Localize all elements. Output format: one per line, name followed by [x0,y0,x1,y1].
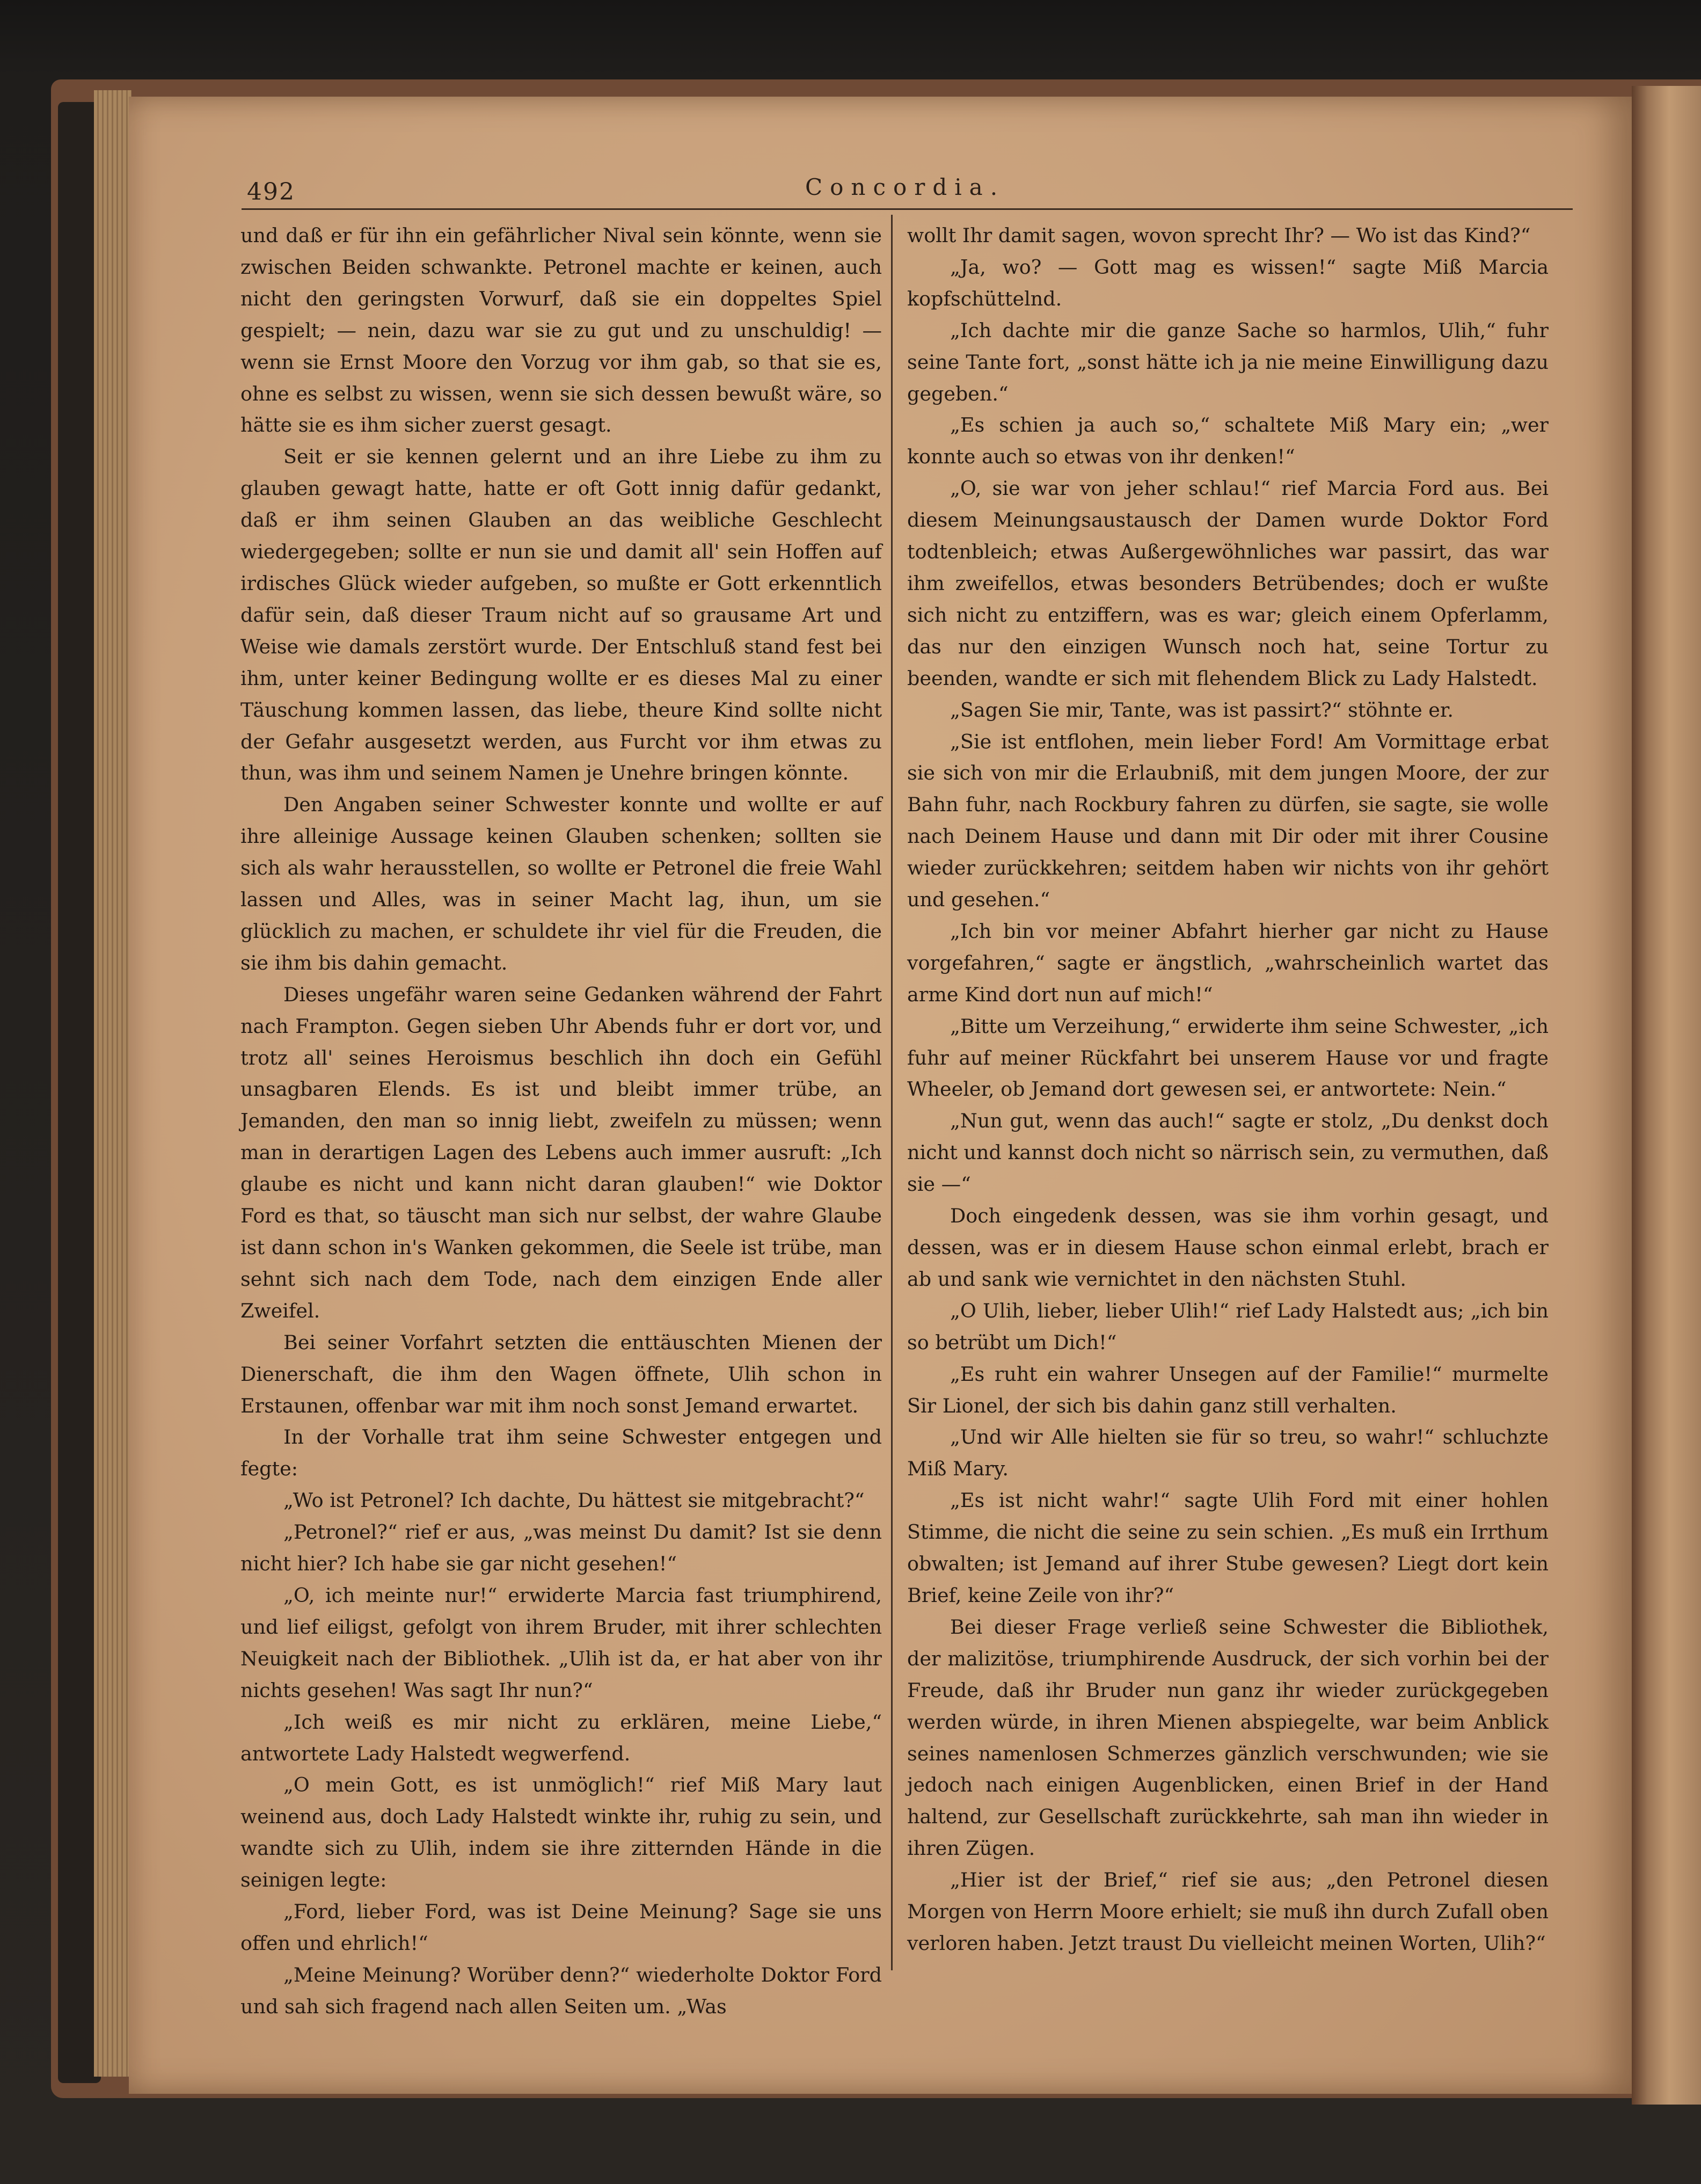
paragraph: Dieses ungefähr waren seine Gedanken während der Fahrt nach Frampton. Gegen sieben Uhr Abends fuhr er dort vor, und trotz all' seines Heroismus beschlich ihn doch ein Gefühl unsagbaren Elends. Es ist und bleibt immer trübe, an Jemanden, den man so innig liebt, zweifeln zu müssen; wenn man in derartigen Lagen des Lebens auch immer ausruft: „Ich glaube es nicht und kann nicht daran glauben!“ wie Doktor Ford es that, so täuscht man sich nur selbst, der wahre Glaube ist dann schon in's Wanken gekommen, die Seele ist trübe, man sehnt sich nach dem Tode, nach dem einzigen Ende aller Zweifel. [240,982,882,1322]
page-number: 492 [247,178,295,206]
paragraph: „O mein Gott, es ist unmöglich!“ rief Miß Mary laut weinend aus, doch Lady Halstedt winkte ihr, ruhig zu sein, und wandte sich zu Ulih, indem sie ihre zitternden Hände in die seinigen legte: [240,1773,882,1892]
paragraph: „O, sie war von jeher schlau!“ rief Marcia Ford aus. Bei diesem Meinungsaustausch der Damen wurde Doktor Ford todtenbleich; etwas Außergewöhnliches war passirt, das war ihm zweifellos, etwas besonders Betrübendes; doch er wußte sich nicht zu entziffern, was es war; gleich einem Opferlamm, das nur den einzigen Wunsch noch hat, seine Tortur zu beenden, wandte er sich mit flehendem Blick zu Lady Halstedt. [907,477,1549,690]
paragraph: „Ja, wo? — Gott mag es wissen!“ sagte Miß Marcia kopfschüttelnd. [907,255,1549,310]
paragraph: „Es schien ja auch so,“ schaltete Miß Mary ein; „wer konnte auch so etwas von ihr denken!“ [907,413,1549,469]
paragraph: „Bitte um Verzeihung,“ erwiderte ihm seine Schwester, „ich fuhr auf meiner Rückfahrt bei unserem Hause vor und fragte Wheeler, ob Jemand dort gewesen sei, er antwortete: Nein.“ [907,1014,1549,1101]
paragraph: Bei seiner Vorfahrt setzten die enttäuschten Mienen der Dienerschaft, die ihm den Wagen öffnete, Ulih schon in Erstaunen, offenbar war mit ihm noch sonst Jemand erwartet. [240,1330,882,1417]
paragraph: Den Angaben seiner Schwester konnte und wollte er auf ihre alleinige Aussage keinen Glauben schenken; sollten sie sich als wahr herausstellen, so wollte er Petronel die freie Wahl lassen und Alles, was in seiner Macht lag, ihun, um sie glücklich zu machen, er schuldete ihr viel für die Freuden, die sie ihm bis dahin gemacht. [240,793,882,974]
paragraph: „Wo ist Petronel? Ich dachte, Du hättest sie mitgebracht?“ [283,1489,865,1512]
left-column [240,220,882,2018]
paragraph: Bei dieser Frage verließ seine Schwester die Bibliothek, der malizitöse, triumphirende Ausdruck, der sich vorhin bei der Freude, daß ihr Bruder nun ganz ihr wieder zurückgegeben werden würde, in ihren Mienen abspiegelte, war beim Anblick seines namenlosen Schmerzes gänzlich verschwunden; wie sie jedoch nach einigen Augenblicken, einen Brief in der Hand haltend, zur Gesellschaft zurückkehrte, sah man ihn wieder in ihren Zügen. [907,1615,1549,1860]
paragraph: „Und wir Alle hielten sie für so treu, so wahr!“ schluchzte Miß Mary. [907,1425,1549,1481]
paragraph: Seit er sie kennen gelernt und an ihre Liebe zu ihm zu glauben gewagt hatte, hatte er oft Gott innig dafür gedankt, daß er ihm seinen Glauben an das weibliche Geschlecht wiedergegeben; sollte er nun sie und damit all' sein Hoffen auf irdisches Glück wieder aufgeben, so mußte er Gott erkenntlich dafür sein, daß dieser Traum nicht auf so grausame Art und Weise wie damals zerstört wurde. Der Entschluß stand fest bei ihm, unter keiner Bedingung wollte er es dieses Mal zu einer Täuschung kommen lassen, das liebe, theure Kind sollte nicht der Gefahr ausgesetzt werden, aus Furcht vor ihm etwas zu thun, was ihm und seinem Namen je Unehre bringen könnte. [240,445,882,785]
paragraph: „Ich bin vor meiner Abfahrt hierher gar nicht zu Hause vorgefahren,“ sagte er ängstlich, „wahrscheinlich wartet das arme Kind dort nun auf mich!“ [907,919,1549,1006]
paragraph: Doch eingedenk dessen, was sie ihm vorhin gesagt, und dessen, was er in diesem Hause schon einmal erlebt, brach er ab und sank wie vernichtet in den nächsten Stuhl. [907,1204,1549,1291]
paragraph: „Sagen Sie mir, Tante, was ist passirt?“ stöhnte er. [950,698,1454,722]
running-head: Concordia. [805,174,1005,200]
right-column [907,220,1549,1976]
paragraph: „Sie ist entflohen, mein lieber Ford! Am Vormittage erbat sie sich von mir die Erlaubniß, mit dem jungen Moore, der zur Bahn fuhr, nach Rockbury fahren zu dürfen, sie sagte, sie wolle nach Deinem Hause und dann mit Dir oder mit ihrer Cousine wieder zurückkehren; seitdem haben wir nichts von ihr gehört und gesehen.“ [907,730,1549,912]
paragraph: wollt Ihr damit sagen, wovon sprecht Ihr? — Wo ist das Kind?“ [907,224,1531,247]
paragraph: „Es ist nicht wahr!“ sagte Ulih Ford mit einer hohlen Stimme, die nicht die seine zu sein schien. „Es muß ein Irrthum obwalten; ist Jemand auf ihrer Stube gewesen? Liegt dort kein Brief, keine Zeile von ihr?“ [907,1489,1549,1607]
paragraph: „Nun gut, wenn das auch!“ sagte er stolz, „Du denkst doch nicht und kannst doch nicht so närrisch sein, zu vermuthen, daß sie —“ [907,1109,1549,1196]
facing-page-gutter [1632,86,1701,2105]
paragraph: „Meine Meinung? Worüber denn?“ wiederholte Doktor Ford und sah sich fragend nach allen Seiten um. „Was [240,1963,882,2018]
paragraph: „O, ich meinte nur!“ erwiderte Marcia fast triumphirend, und lief eiligst, gefolgt von ihrem Bruder, mit ihrer schlechten Neuigkeit nach der Bibliothek. „Ulih ist da, er hat aber von ihr nichts gesehen! Was sagt Ihr nun?“ [240,1583,882,1702]
paragraph: „Ford, lieber Ford, was ist Deine Meinung? Sage sie uns offen und ehrlich!“ [240,1900,882,1955]
paragraph: In der Vorhalle trat ihm seine Schwester entgegen und fegte: [240,1425,882,1481]
paragraph: „Es ruht ein wahrer Unsegen auf der Familie!“ murmelte Sir Lionel, der sich bis dahin ganz still verhalten. [907,1362,1549,1417]
paragraph: „Ich weiß es mir nicht zu erklären, meine Liebe,“ antwortete Lady Halstedt wegwerfend. [240,1710,882,1765]
paragraph: „O Ulih, lieber, lieber Ulih!“ rief Lady Halstedt aus; „ich bin so betrübt um Dich!“ [907,1299,1549,1354]
paragraph: und daß er für ihn ein gefährlicher Nival sein könnte, wenn sie zwischen Beiden schwankte. Petronel machte er keinen, auch nicht den geringsten Vorwurf, daß sie ein doppeltes Spiel gespielt; — nein, dazu war sie zu gut und zu unschuldig! — wenn sie Ernst Moore den Vorzug vor ihm gab, so that sie es, ohne es selbst zu wissen, wenn sie sich dessen bewußt wäre, so hätte sie es ihm sicher zuerst gesagt. [240,224,882,437]
paragraph: „Hier ist der Brief,“ rief sie aus; „den Petronel diesen Morgen von Herrn Moore erhielt; sie muß ihn durch Zufall oben verloren haben. Jetzt traust Du vielleicht meinen Worten, Ulih?“ [907,1868,1549,1955]
paragraph: „Ich dachte mir die ganze Sache so harmlos, Ulih,“ fuhr seine Tante fort, „sonst hätte ich ja nie meine Einwilligung dazu gegeben.“ [907,318,1549,405]
page-stack-edge [94,90,132,2077]
column-divider [891,215,893,1970]
paragraph: „Petronel?“ rief er aus, „was meinst Du damit? Ist sie denn nicht hier? Ich habe sie gar nicht gesehen!“ [240,1520,882,1576]
header-rule [242,208,1573,210]
